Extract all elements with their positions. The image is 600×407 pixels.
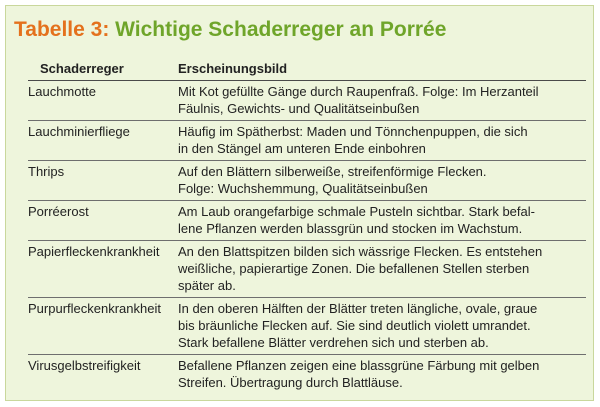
symptom-line: lene Pflanzen werden blassgrün und stocken im Wachstum. [178,221,523,236]
table-header-row [28,59,586,81]
symptom-description [178,121,586,160]
symptom-line: Häufig im Spätherbst: Maden und Tönnchenpuppen, die sich [178,124,528,139]
symptom-line: Auf den Blättern silberweiße, streifenförmige Flecken. [178,164,487,179]
symptom-line: in den Stängel am unteren Ende einbohren [178,141,426,156]
table-row [28,161,586,201]
symptom-line: weißliche, papierartige Zonen. Die befallenen Stellen sterben [178,261,530,276]
symptom-line: Mit Kot gefüllte Gänge durch Raupenfraß. Folge: Im Herzanteil [178,84,539,99]
table-row [28,241,586,298]
column-header-symptoms: Erscheinungsbild [178,61,288,76]
pest-table [28,59,586,394]
symptom-description [178,355,586,394]
pest-name: Papierfleckenkrankheit [28,244,160,259]
pest-name: Virusgelbstreifigkeit [28,358,141,373]
table-row [28,121,586,161]
table-row [28,298,586,355]
table-row [28,355,586,394]
pest-name: Porréerost [28,204,89,219]
info-box [5,5,594,401]
pest-name: Thrips [28,164,65,179]
symptom-line: Stark befallene Blätter verdrehen sich und sterben ab. [178,335,489,350]
symptom-description [178,161,586,200]
symptom-description [178,241,586,297]
pest-name: Lauchminierfliege [28,124,130,139]
symptom-line: An den Blattspitzen bilden sich wässrige Flecken. Es entstehen [178,244,543,259]
table-title [14,14,446,46]
table-row [28,201,586,241]
symptom-line: Fäulnis, Gewichts- und Qualitätseinbußen [178,101,420,116]
table-title-label: Tabelle 3: [14,18,110,41]
pest-name: Lauchmotte [28,84,96,99]
table-row [28,81,586,121]
symptom-description [178,298,586,354]
column-header-pest: Schaderreger [40,61,124,76]
symptom-description [178,201,586,240]
table-title-text: Wichtige Schaderreger an Porrée [115,18,447,41]
symptom-line: bis bräunliche Flecken auf. Sie sind deutlich violett umrandet. [178,318,531,333]
symptom-line: Am Laub orangefarbige schmale Pusteln sichtbar. Stark befal- [178,204,535,219]
symptom-line: Befallene Pflanzen zeigen eine blassgrüne Färbung mit gelben [178,358,540,373]
symptom-line: später ab. [178,278,236,293]
symptom-line: In den oberen Hälften der Blätter treten längliche, ovale, graue [178,301,538,316]
symptom-line: Folge: Wuchshemmung, Qualitätseinbußen [178,181,428,196]
symptom-line: Streifen. Übertragung durch Blattläuse. [178,375,403,390]
pest-name: Purpurfleckenkrankheit [28,301,161,316]
symptom-description [178,81,586,120]
